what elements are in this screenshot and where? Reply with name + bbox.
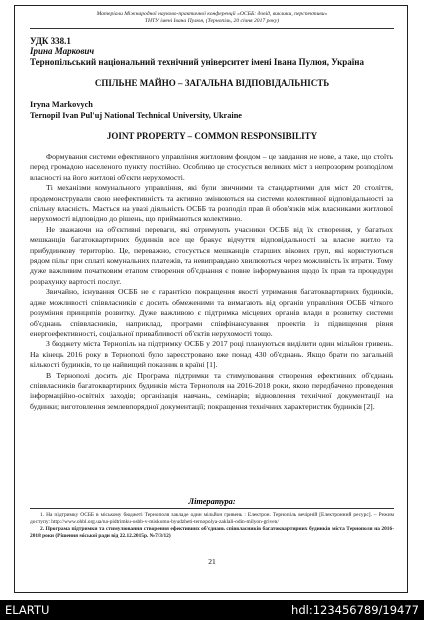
title-ua: СПІЛЬНЕ МАЙНО – ЗАГАЛЬНА ВІДПОВІДАЛЬНІСТЬ <box>94 78 330 88</box>
article-body <box>30 152 393 412</box>
page-number: 21 <box>208 557 216 566</box>
paragraph-3: Не зважаючи на об'єктивні переваги, які отримують учасники ОСББ від їх створення, у багатьох мешканців багатоквартирних будинків все ще бракує відчуття відповідальності за власне житло та прибудинкову територію. Це, переважно, стосується мешканців старших вікових груп, які користуються рядом пільг при сплаті комунальних платежів, та невиправдано хвилюються через можливість їх втрати. Тому дуже важливим початковим етапом створення об'єднання є повне інформування щодо їх прав та процедури розрахунку вартості послуг. <box>30 224 393 286</box>
paragraph-4: Звичайно, існування ОСББ не є гарантією покращення якості утримання багатоквартирних будинків, адже можливості співвласників є досить обмеженими та вимагають від органів управління ОСББ чіткого розуміння принципів розвитку. Дуже важливою є підтримка місцевих органів влади в розвитку системи об'єднань співвласників, наприклад, програми співфінансування проектів із підвищення рівня енергоефективності, соціальної привабливості об'єктів нерухомості тощо. <box>30 287 393 338</box>
reference-2: 2. Програма підтримки та стимулювання створення ефективних об'єднань співвласників багатоквартирних будинків міста Тернополя на 2016-2018 роки (Рішення міської ради від 22.12.2015р. №7/3/12) <box>30 526 394 539</box>
references-title: Література: <box>188 497 236 506</box>
title-en: JOINT PROPERTY – COMMON RESPONSIBILITY <box>106 131 318 141</box>
paragraph-5: З бюджету міста Тернопіль на підтримку ОСББ у 2017 році плануються виділити один мільйон гривень. На кінець 2016 року в Тернополі було зареєстровано вже понад 430 об'єднань. Якщо брати по загальній кількості будинків, то це найвищий показник в країні [1]. <box>30 339 393 370</box>
references-rule <box>30 508 394 509</box>
affiliation-en: Ternopil Ivan Pul'uj National Technical University, Ukraine <box>30 111 242 120</box>
paragraph-2: Ті механізми комунального управління, які були звичними та стандартними для міст 20 століття, продемонстрували свою неефективність та активно змінюються на системи колективної відповідальності за спільну власність. Мається на увазі діяльність ОСББ та розподіл прав й обов'язків між власниками житлової нерухомості відповідно до рішень, що приймаються колективно. <box>30 183 393 224</box>
author-en: Iryna Markovych <box>30 100 93 109</box>
paragraph-1: Формування системи ефективного управління житловим фондом – це завдання не нове, а таке, що стоїть перед громадою населеного пункту постійно. Особливо це стосується великих міст з непрозорим розподілом власності на його житлові об'єкти нерухомості. <box>30 152 393 182</box>
references-list <box>30 512 394 540</box>
header-line-2: ТНТУ імені Івана Пулюя, (Тернопіль, 20 січня 2017 року) <box>144 18 280 25</box>
author-ua: Ірина Маркович <box>30 46 95 56</box>
udk-code: УДК 338.1 <box>30 36 71 46</box>
reference-1: 1. На підтримку ОСББ в міському бюджеті Тернополя закладе один мільйон гривень : Електрон. Тернопіль вечірній [Електронний ресурс]. – Режим доступу: http://www.ohbl.org.ua/na-pidtrimku-osbb-v-miskomu-byudzheti-ternopolya-zaklali-odin-milyon-griven/ <box>30 512 394 525</box>
header-line-1: Матеріали Міжнародної науково-практичної конференції «ОСББ: довід, виклики, перспективи» <box>96 11 328 17</box>
conference-header <box>30 11 394 26</box>
paragraph-6: В Тернополі досить діє Програма підтримки та стимулювання створення ефективних об'єднань співвласників багатоквартирних будинків міста Тернополя на 2016-2018 роки, якою передбачено проведення інформаційно-освітніх заходів; організація навчань, семінарів; відновлення технічної документації на будинки; виготовлення землевпорядної документації; покращення технічних характеристик будинків [2]. <box>30 370 393 411</box>
repository-name: ELARTU <box>5 603 50 617</box>
handle-identifier: hdl:123456789/19477 <box>291 603 419 617</box>
repository-footer-bar <box>0 600 424 620</box>
affiliation-ua: Тернопільський національний технічний університет імені Івана Пулюя, Україна <box>30 57 364 67</box>
header-rule <box>30 28 394 29</box>
